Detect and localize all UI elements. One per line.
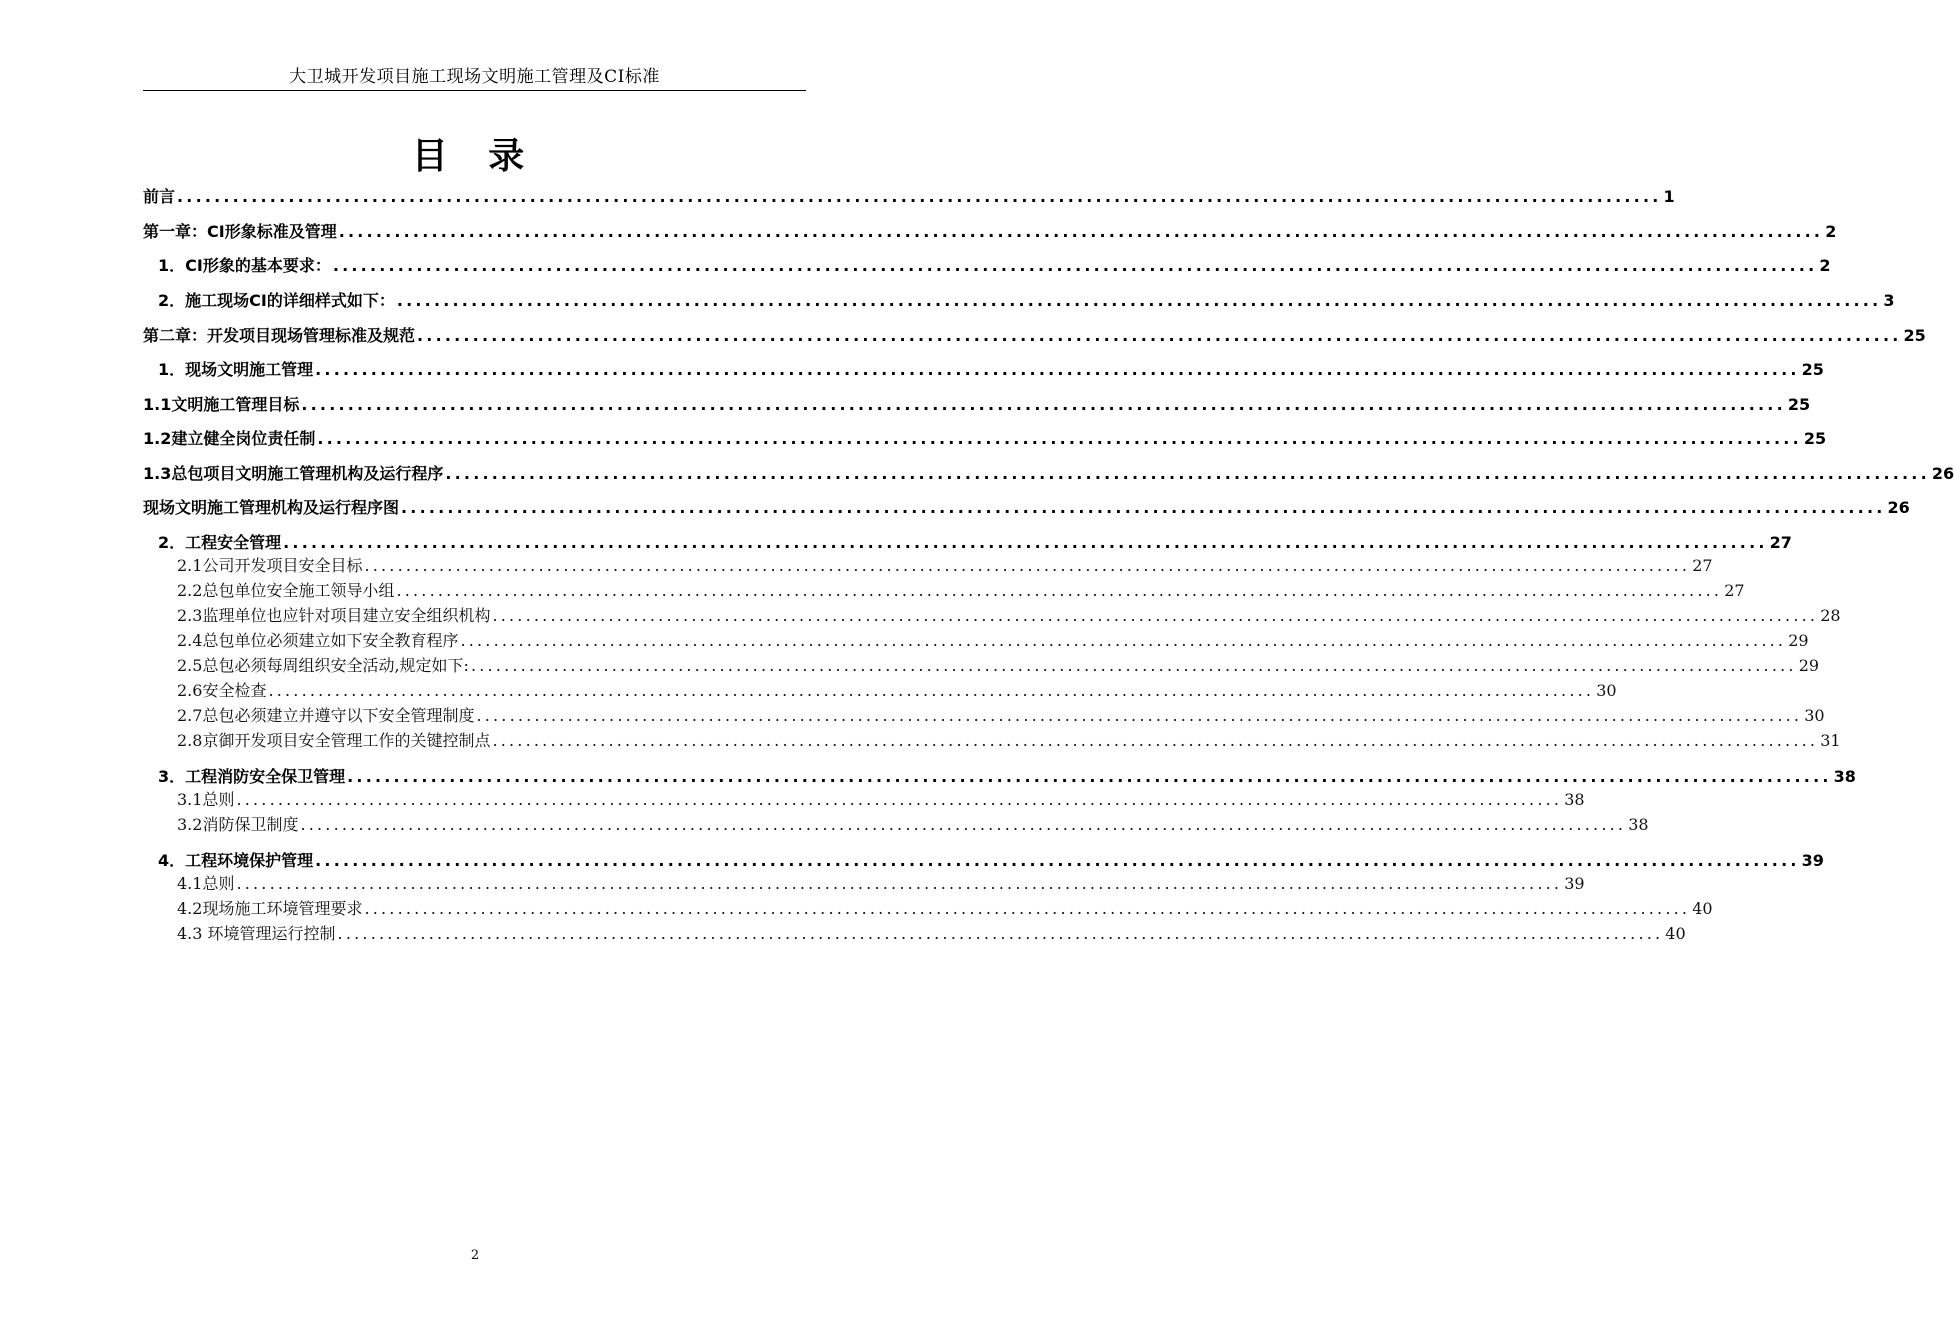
toc-entry[interactable] [143, 461, 1954, 487]
page-title: 目 录 [411, 136, 539, 177]
toc-entry[interactable] [143, 530, 1792, 556]
toc-entry[interactable] [143, 814, 1649, 836]
toc-entry-label: 1.1文明施工管理目标 [143, 395, 300, 414]
toc-entry[interactable] [143, 898, 1713, 920]
toc-entry-page: 39 [1564, 874, 1585, 893]
toc-entry-label: 3．工程消防安全保卫管理 [158, 767, 346, 786]
toc-entry-page: 30 [1596, 681, 1617, 700]
toc-entry-label: 3.2消防保卫制度 [177, 815, 299, 834]
toc-entry[interactable] [143, 680, 1617, 702]
toc-entry-label: 2.8京御开发项目安全管理工作的关键控制点 [177, 731, 491, 750]
toc-entry-label: 4.3 环境管理运行控制 [177, 924, 336, 943]
toc-entry[interactable] [143, 184, 1675, 210]
toc-entry-label: 第一章：CI形象标准及管理 [143, 222, 337, 241]
toc-dot-leader: ................................................................................................................................................................ [492, 731, 1819, 750]
toc-dot-leader: ................................................................................................................................................................ [396, 291, 1882, 310]
toc-entry-page: 1 [1663, 187, 1675, 206]
toc-dot-leader: ................................................................................................................................................................ [300, 815, 1627, 834]
toc-entry-label: 1．CI形象的基本要求： [158, 256, 331, 275]
toc-dot-leader: ................................................................................................................................................................ [301, 395, 1786, 414]
toc-entry-label: 第二章：开发项目现场管理标准及规范 [143, 326, 416, 345]
toc-dot-leader: ................................................................................................................................................................ [396, 581, 1723, 600]
toc-entry-page: 29 [1798, 656, 1820, 675]
toc-dot-leader: ................................................................................................................................................................ [338, 222, 1824, 241]
toc-dot-leader: ................................................................................................................................................................ [364, 556, 1691, 575]
toc-entry-label: 2.4总包单位必须建立如下安全教育程序 [177, 631, 459, 650]
toc-entry-page: 38 [1833, 767, 1856, 786]
toc-dot-leader: ................................................................................................................................................................ [268, 681, 1595, 700]
toc-entry-label: 2.1公司开发项目安全目标 [177, 556, 363, 575]
toc-entry-label: 4.2现场施工环境管理要求 [177, 899, 363, 918]
toc-entry[interactable] [143, 730, 1841, 752]
toc-entry-page: 25 [1803, 429, 1827, 448]
toc-dot-leader: ................................................................................................................................................................ [236, 874, 1563, 893]
toc-entry[interactable] [143, 323, 1926, 349]
toc-entry-page: 29 [1788, 631, 1809, 650]
toc-entry-page: 25 [1787, 395, 1811, 414]
toc-dot-leader: ................................................................................................................................................................ [315, 851, 1800, 870]
toc-entry-page: 2 [1825, 222, 1837, 241]
toc-dot-leader: ................................................................................................................................................................ [337, 924, 1664, 943]
toc-entry[interactable] [143, 848, 1824, 874]
toc-entry-page: 2 [1819, 256, 1831, 275]
toc-dot-leader: ................................................................................................................................................................ [476, 706, 1803, 725]
toc-entry-label: 3.1总则 [177, 790, 235, 809]
toc-entry[interactable] [143, 873, 1585, 895]
toc-dot-leader: ................................................................................................................................................................ [315, 360, 1800, 379]
toc-dot-leader: ................................................................................................................................................................ [445, 464, 1930, 483]
toc-entry[interactable] [143, 357, 1824, 383]
toc-entry[interactable] [143, 288, 1895, 314]
toc-dot-leader: ................................................................................................................................................................ [417, 326, 1902, 345]
toc-entry-page: 26 [1931, 464, 1954, 483]
toc-dot-leader: ................................................................................................................................................................ [492, 606, 1819, 625]
toc-entry[interactable] [143, 555, 1713, 577]
toc-entry-label: 4.1总则 [177, 874, 235, 893]
toc-entry-page: 40 [1692, 899, 1713, 918]
toc-entry-page: 38 [1564, 790, 1585, 809]
toc-entry-label: 1．现场文明施工管理 [158, 360, 314, 379]
page-header: 大卫城开发项目施工现场文明施工管理及CI标准 [143, 66, 806, 91]
toc-dot-leader: ................................................................................................................................................................ [177, 187, 1662, 206]
toc-entry-label: 2.5总包必须每周组织安全活动,规定如下: [177, 656, 469, 675]
toc-entry-label: 2.6安全检查 [177, 681, 267, 700]
toc-dot-leader: ................................................................................................................................................................ [332, 256, 1818, 275]
toc-entry-label: 2.3监理单位也应针对项目建立安全组织机构 [177, 606, 491, 625]
toc-entry-page: 27 [1769, 533, 1792, 552]
toc-dot-leader: ................................................................................................................................................................ [317, 429, 1802, 448]
toc-dot-leader: ................................................................................................................................................................ [460, 631, 1787, 650]
toc-dot-leader: ................................................................................................................................................................ [364, 899, 1691, 918]
toc-entry[interactable] [143, 580, 1745, 602]
toc-entry[interactable] [143, 219, 1837, 245]
toc-entry-page: 3 [1883, 291, 1895, 310]
toc-entry-page: 25 [1903, 326, 1926, 345]
toc-entry-label: 1.2建立健全岗位责任制 [143, 429, 316, 448]
toc-entry-page: 27 [1692, 556, 1713, 575]
toc-entry-label: 4．工程环境保护管理 [158, 851, 314, 870]
toc-entry-page: 39 [1801, 851, 1824, 870]
toc-entry-page: 40 [1665, 924, 1686, 943]
toc-entry-label: 前言 [143, 187, 176, 206]
page-number: 2 [470, 1248, 480, 1263]
toc-entry[interactable] [143, 705, 1825, 727]
toc-entry-label: 2．施工现场CI的详细样式如下： [158, 291, 395, 310]
toc-dot-leader: ................................................................................................................................................................ [401, 498, 1886, 517]
toc-entry[interactable] [143, 655, 1820, 677]
toc-dot-leader: ................................................................................................................................................................ [470, 656, 1797, 675]
toc-entry[interactable] [143, 630, 1809, 652]
toc-dot-leader: ................................................................................................................................................................ [347, 767, 1832, 786]
toc-entry[interactable] [143, 253, 1831, 279]
toc-dot-leader: ................................................................................................................................................................ [283, 533, 1768, 552]
toc-entry-page: 27 [1724, 581, 1745, 600]
toc-entry[interactable] [143, 764, 1856, 790]
toc-entry-label: 2.2总包单位安全施工领导小组 [177, 581, 395, 600]
toc-entry-label: 现场文明施工管理机构及运行程序图 [143, 498, 400, 517]
toc-entry[interactable] [143, 392, 1811, 418]
toc-entry-page: 26 [1887, 498, 1910, 517]
toc-entry[interactable] [143, 426, 1827, 452]
toc-entry-label: 2．工程安全管理 [158, 533, 282, 552]
toc-dot-leader: ................................................................................................................................................................ [236, 790, 1563, 809]
toc-entry-page: 28 [1820, 606, 1841, 625]
toc-entry[interactable] [143, 789, 1585, 811]
toc-entry[interactable] [143, 495, 1910, 521]
toc-entry-page: 31 [1820, 731, 1841, 750]
toc-entry-label: 2.7总包必须建立并遵守以下安全管理制度 [177, 706, 475, 725]
toc-entry-page: 30 [1804, 706, 1825, 725]
toc-entry-page: 25 [1801, 360, 1824, 379]
toc-entry[interactable] [143, 923, 1686, 945]
toc-entry[interactable] [143, 605, 1841, 627]
toc-entry-page: 38 [1628, 815, 1649, 834]
toc-entry-label: 1.3总包项目文明施工管理机构及运行程序 [143, 464, 444, 483]
